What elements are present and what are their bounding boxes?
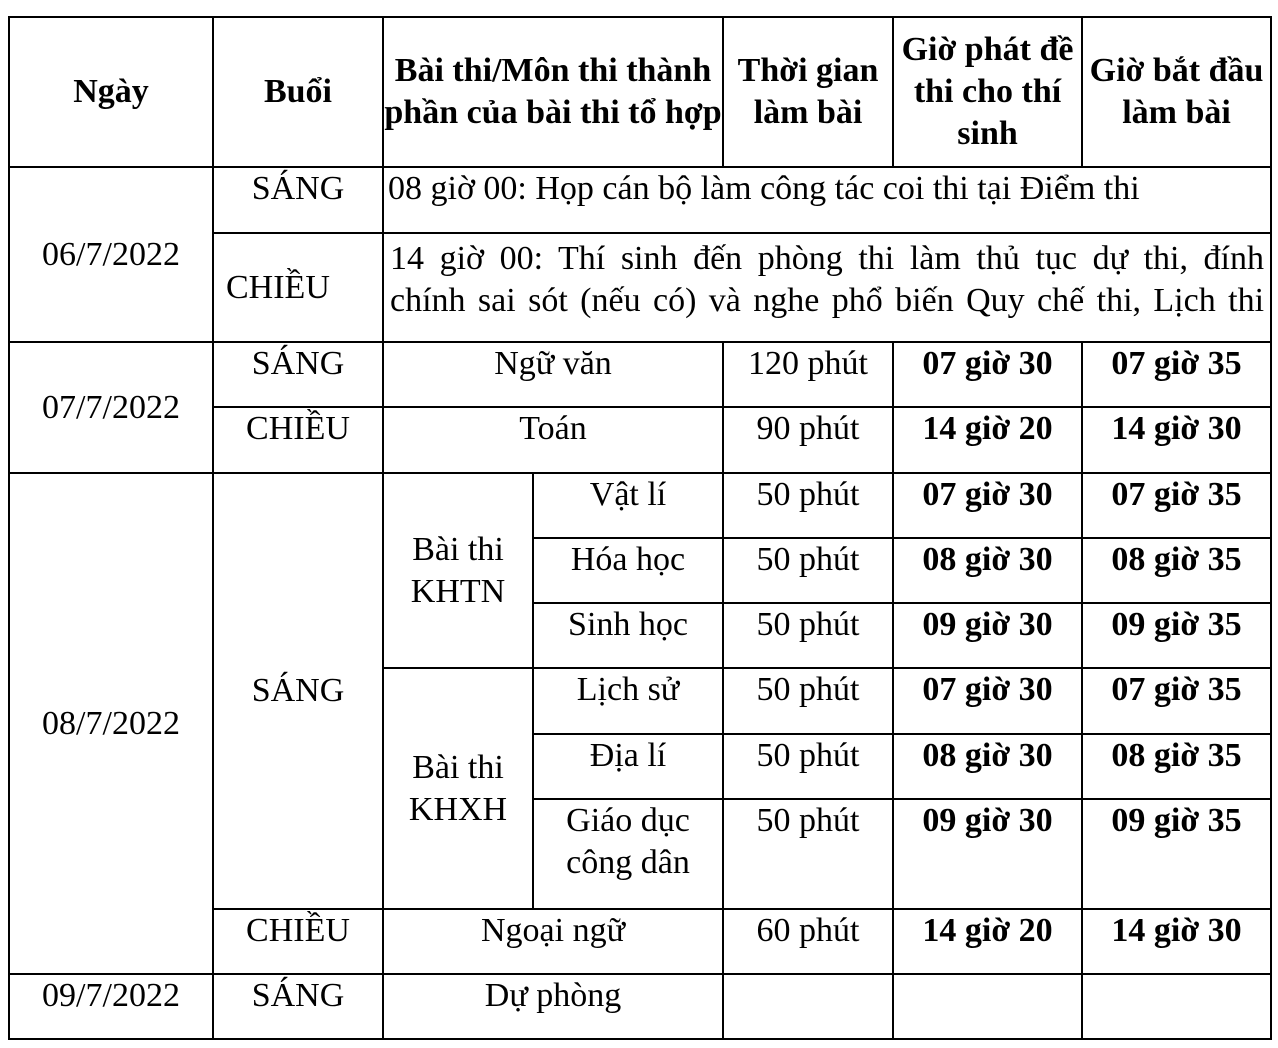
- duration-cell: 50 phút: [723, 799, 893, 909]
- afternoon-note: [383, 233, 1271, 342]
- distribute-time-cell: 08 giờ 30: [893, 538, 1082, 603]
- start-time-cell: 14 giờ 30: [1082, 407, 1271, 473]
- start-time-cell: 08 giờ 35: [1082, 538, 1271, 603]
- duration-cell: 50 phút: [723, 473, 893, 538]
- afternoon-note-line2: chính sai sót (nếu có) và nghe phổ biến Quy chế thi, Lịch thi: [390, 282, 1265, 319]
- distribute-time-cell: 14 giờ 20: [893, 407, 1082, 473]
- date-cell: 08/7/2022: [9, 473, 213, 974]
- subject-cell: Ngữ văn: [383, 342, 723, 407]
- session-cell: CHIỀU: [213, 233, 383, 342]
- subject-cell: Địa lí: [533, 734, 723, 799]
- duration-cell: 120 phút: [723, 342, 893, 407]
- subject-cell: Lịch sử: [533, 668, 723, 734]
- session-cell: SÁNG: [213, 167, 383, 233]
- subject-cell: Vật lí: [533, 473, 723, 538]
- start-time-cell: 07 giờ 35: [1082, 668, 1271, 734]
- subject-cell: Sinh học: [533, 603, 723, 668]
- start-time-cell: 07 giờ 35: [1082, 342, 1271, 407]
- table-row: [9, 974, 1271, 1039]
- start-time-cell: 09 giờ 35: [1082, 799, 1271, 909]
- session-cell: SÁNG: [213, 974, 383, 1039]
- duration-cell: 50 phút: [723, 603, 893, 668]
- duration-cell: [723, 974, 893, 1039]
- header-buoi: Buổi: [213, 17, 383, 167]
- khtn-group-label: Bài thi KHTN: [383, 473, 533, 668]
- table-row: [9, 342, 1271, 407]
- subject-cell: Dự phòng: [383, 974, 723, 1039]
- session-cell: SÁNG: [213, 473, 383, 909]
- session-cell: SÁNG: [213, 342, 383, 407]
- table-row: [9, 473, 1271, 538]
- distribute-time-cell: 07 giờ 30: [893, 473, 1082, 538]
- distribute-time-cell: 14 giờ 20: [893, 909, 1082, 974]
- duration-cell: 50 phút: [723, 734, 893, 799]
- subject-cell: Toán: [383, 407, 723, 473]
- date-cell: 09/7/2022: [9, 974, 213, 1039]
- start-time-cell: 09 giờ 35: [1082, 603, 1271, 668]
- date-cell: 06/7/2022: [9, 167, 213, 342]
- distribute-time-cell: [893, 974, 1082, 1039]
- distribute-time-cell: 07 giờ 30: [893, 668, 1082, 734]
- start-time-cell: [1082, 974, 1271, 1039]
- duration-cell: 50 phút: [723, 538, 893, 603]
- khxh-group-label: Bài thi KHXH: [383, 668, 533, 909]
- distribute-time-cell: 09 giờ 30: [893, 603, 1082, 668]
- distribute-time-cell: 08 giờ 30: [893, 734, 1082, 799]
- duration-cell: 90 phút: [723, 407, 893, 473]
- header-thoi-gian: Thời gian làm bài: [723, 17, 893, 167]
- header-row: [9, 17, 1271, 167]
- duration-cell: 50 phút: [723, 668, 893, 734]
- subject-cell: Hóa học: [533, 538, 723, 603]
- distribute-time-cell: 07 giờ 30: [893, 342, 1082, 407]
- header-gio-phat-de: Giờ phát đề thi cho thí sinh: [893, 17, 1082, 167]
- morning-note: 08 giờ 00: Họp cán bộ làm công tác coi thi tại Điểm thi: [383, 167, 1271, 233]
- subject-cell: Giáo dục công dân: [533, 799, 723, 909]
- afternoon-note-line1: 14 giờ 00: Thí sinh đến phòng thi làm thủ tục dự thi, đính: [390, 240, 1265, 277]
- header-gio-bat-dau: Giờ bắt đầu làm bài: [1082, 17, 1271, 167]
- subject-cell: Ngoại ngữ: [383, 909, 723, 974]
- duration-cell: 60 phút: [723, 909, 893, 974]
- session-cell: CHIỀU: [213, 909, 383, 974]
- start-time-cell: 14 giờ 30: [1082, 909, 1271, 974]
- table-row: [9, 167, 1271, 233]
- header-ngay: Ngày: [9, 17, 213, 167]
- distribute-time-cell: 09 giờ 30: [893, 799, 1082, 909]
- header-bai-thi: Bài thi/Môn thi thành phần của bài thi tổ hợp: [383, 17, 723, 167]
- date-cell: 07/7/2022: [9, 342, 213, 473]
- exam-schedule-table: [8, 16, 1272, 1040]
- start-time-cell: 07 giờ 35: [1082, 473, 1271, 538]
- start-time-cell: 08 giờ 35: [1082, 734, 1271, 799]
- session-cell: CHIỀU: [213, 407, 383, 473]
